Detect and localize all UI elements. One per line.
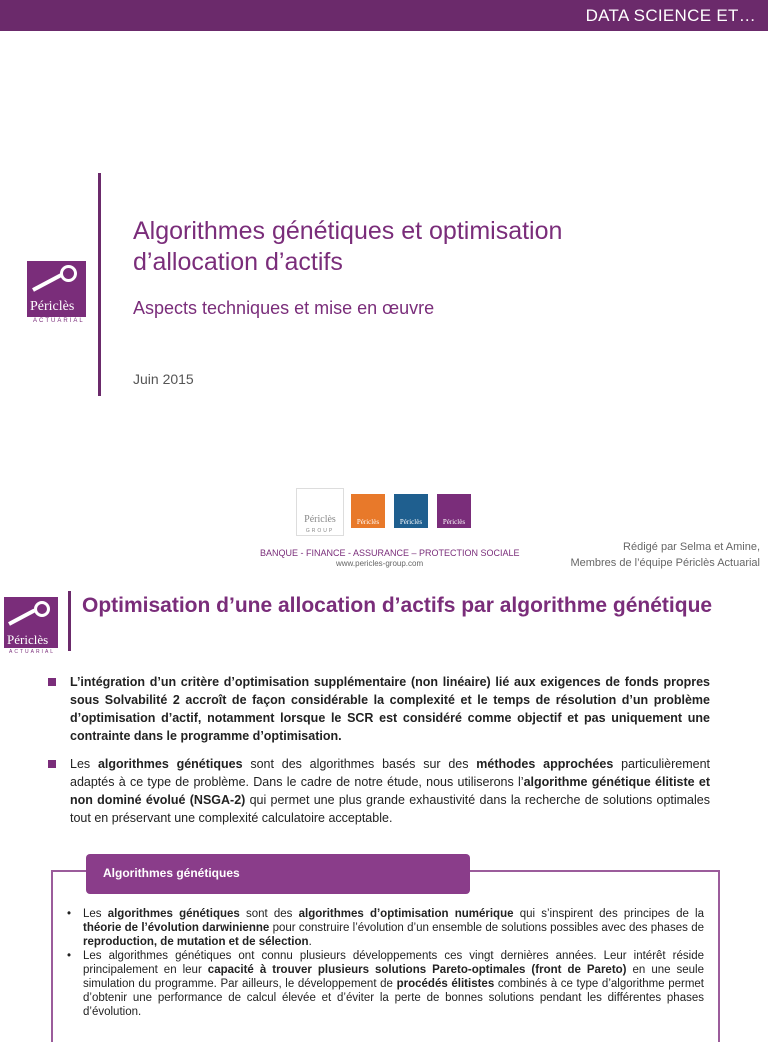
list-item: • Les algorithmes génétiques ont connu plusieurs développements ces vingt dernières années. Leur intérêt réside principalement en leur capacité à trouver plusieurs solutions Pareto-optimales (front de Pareto) en une seule simulation du programme. Par ailleurs, le développement de procédés élitistes combinés à ce type d’algorithme permet d’obtenir une performance de calcul élevée et d’éviter la perte de bonnes solutions pendant les différentes phases d’évolution. [67,950,705,1018]
section-title: Optimisation d’une allocation d’actifs par algorithme génétique [82,594,713,617]
group-logo: Périclès GROUP [296,488,344,536]
cover-divider [98,173,101,396]
author-line-1: Rédigé par Selma et Amine, [623,541,760,553]
bullet-icon [48,678,56,686]
list-item: • Les algorithmes génétiques sont des algorithmes d’optimisation numérique qui s’inspirent des principes de la théorie de l’évolution darwinienne pour construire l’évolution d’un ensemble de solutions possibles avec des phases de reproduction, de mutation et de sélection. [67,908,704,948]
cover-subtitle: Aspects techniques et mise en œuvre [133,298,435,318]
cover-title: Algorithmes génétiques et optimisation d’allocation d’actifs [133,217,563,276]
author-credit [570,539,760,571]
pericles-logo [27,261,87,325]
technologies-logo: Périclès [394,494,428,528]
section-logo: Périclès ACTUARIAL [4,597,59,655]
logo-name: Périclès [30,299,75,314]
group-url[interactable]: www.pericles-group.com [336,559,424,568]
info-box-list [64,907,704,1019]
paragraph-2: Les algorithmes génétiques sont des algorithmes basés sur des méthodes approchées particulièrement adaptés à ce type de problème. Dans le cadre de notre étude, nous utiliserons l’algorithme génétique élitiste et non dominé évolué (NSGA-2) qui permet une plus grande exhaustivité dans la recherche de solutions optimales tout en préservant une complexité calculatoire acceptable. [48,755,710,827]
section-divider [68,591,71,651]
conseil-logo: Périclès [351,494,385,528]
logo-subtitle: ACTUARIAL [33,318,85,324]
actuarial-logo: Périclès [437,494,471,528]
top-banner [0,0,768,31]
info-box-title: Algorithmes génétiques [103,866,240,880]
info-box-header [86,854,470,894]
group-tagline: BANQUE - FINANCE - ASSURANCE – PROTECTION SOCIALE [260,548,520,558]
paragraph-1: L’intégration d’un critère d’optimisation supplémentaire (non linéaire) lié aux exigences de fonds propres sous Solvabilité 2 accroît de façon considérable la complexité et le temps de résolution d’un problème d’optimisation d’actif, notamment lorsque le SCR est considéré comme objectif et pas uniquement une contrainte dans le programme d’optimisation. [48,673,710,745]
author-line-2: Membres de l’équipe Périclès Actuarial [570,557,760,569]
cover-date: Juin 2015 [133,371,194,387]
bullet-icon [48,760,56,768]
banner-title: DATA SCIENCE ET… [585,6,756,25]
